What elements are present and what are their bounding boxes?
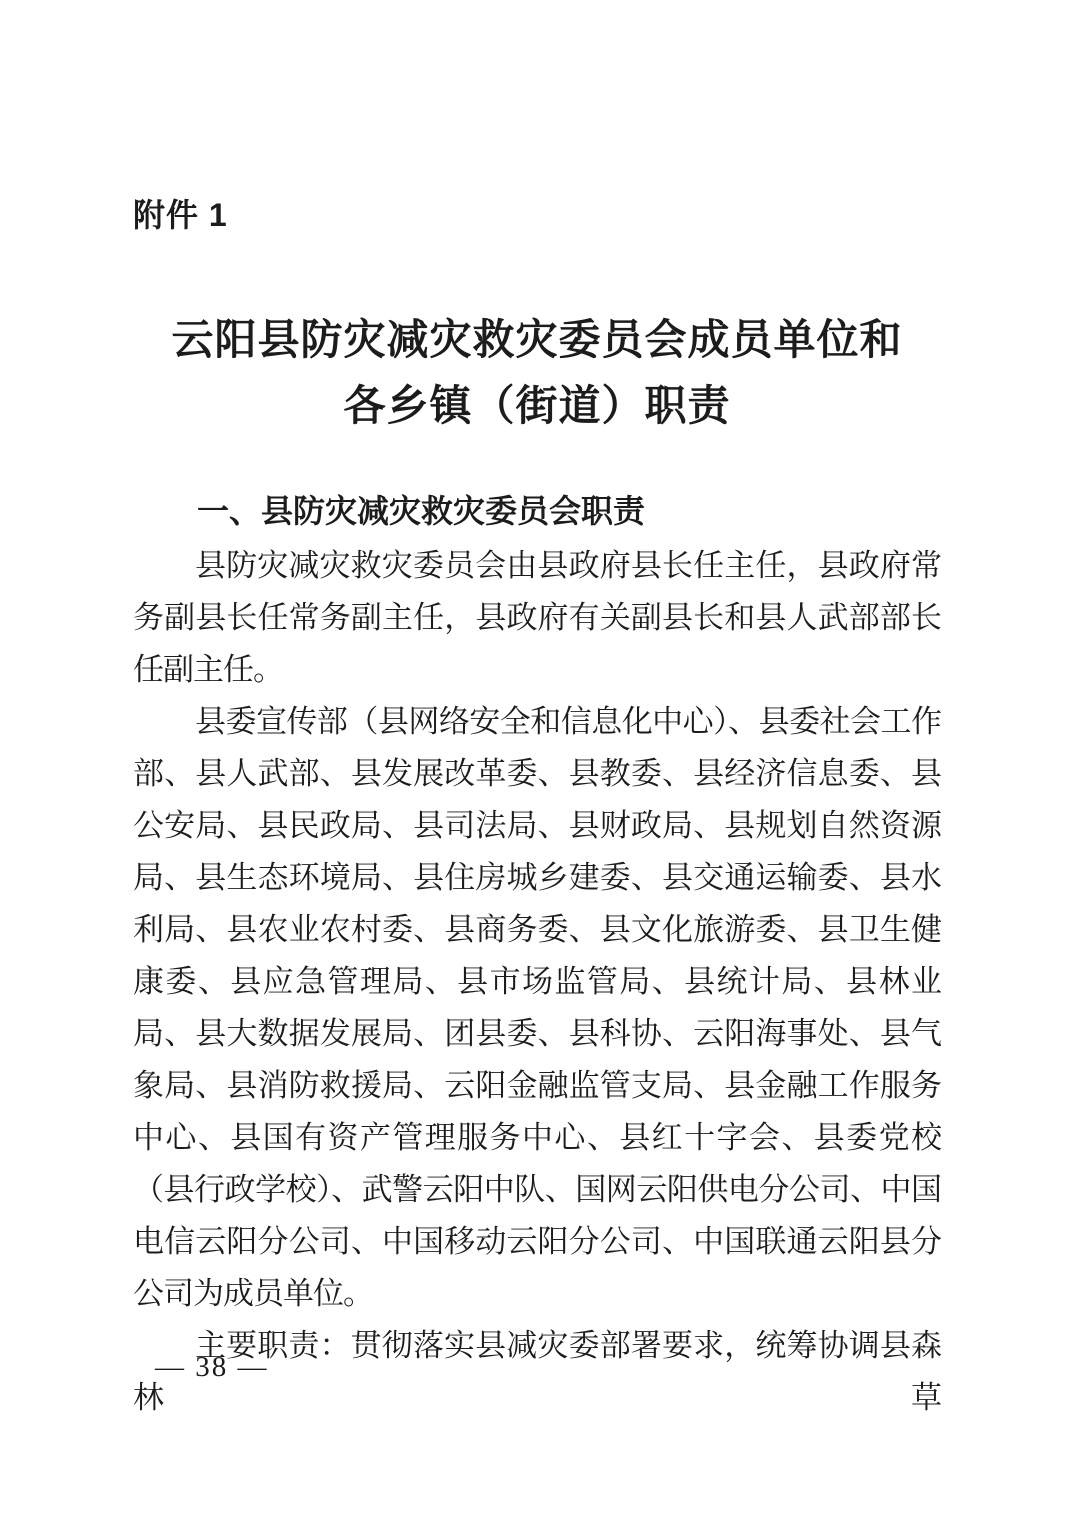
paragraph-committee-leadership: 县防灾减灾救灾委员会由县政府县长任主任，县政府常务副县长任常务副主任，县政府有关副县长和县人武部部长任副主任。: [133, 548, 941, 687]
section-heading: 一、县防灾减灾救灾委员会职责: [197, 493, 646, 529]
paragraph-main-duties: 主要职责：贯彻落实县减灾委部署要求，统筹协调县森林草: [133, 1328, 941, 1415]
paragraph-member-units: 县委宣传部（县网络安全和信息化中心）、县委社会工作部、县人武部、县发展改革委、县教委、县经济信息委、县公安局、县民政局、县司法局、县财政局、县规划自然资源局、县生态环境局、县住房城乡建委、县交通运输委、县水利局、县农业农村委、县商务委、县文化旅游委、县卫生健康委、县应急管理局、县市场监管局、县统计局、县林业局、县大数据发展局、团县委、县科协、云阳海事处、县气象局、县消防救援局、云阳金融监管支局、县金融工作服务中心、县国有资产管理服务中心、县红十字会、县委党校（县行政学校）、武警云阳中队、国网云阳供电分公司、中国电信云阳分公司、中国移动云阳分公司、中国联通云阳县分公司为成员单位。: [133, 704, 941, 1311]
document-title-line-2: 各乡镇（街道）职责: [343, 384, 731, 430]
attachment-label: 附件 1: [133, 197, 228, 233]
page-number: — 38 —: [155, 1351, 269, 1383]
document-title: [133, 308, 941, 440]
document-title-line-1: 云阳县防灾减灾救灾委员会成员单位和: [171, 318, 903, 364]
